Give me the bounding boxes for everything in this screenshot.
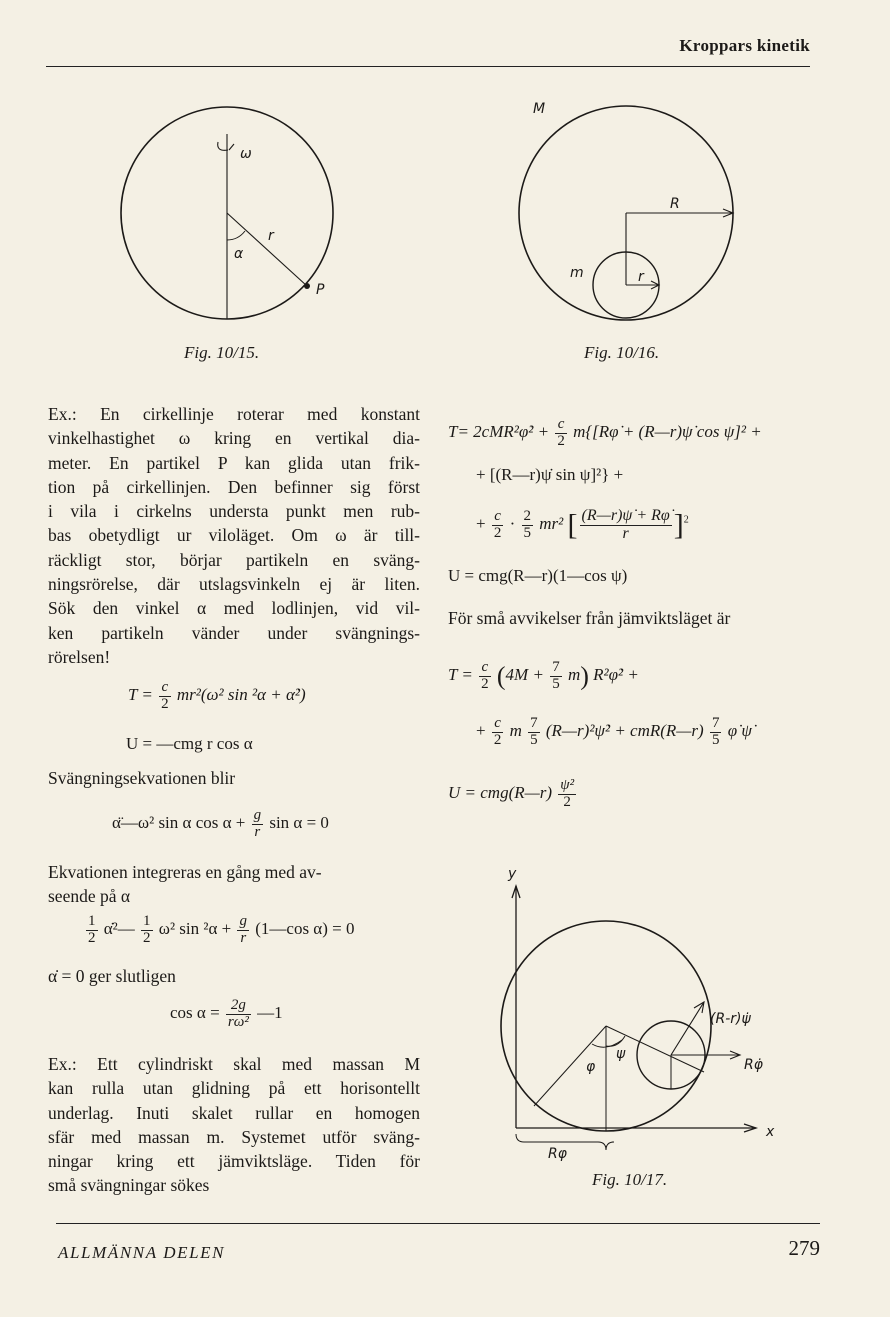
- eq-T-line-1: T= 2cMR²φ̇² + $\frac{c}{2}$ m{[Rφ̇ + (R—r)ψ̇ cos ψ]² +: [448, 416, 762, 449]
- mass-M-label: M: [533, 101, 546, 117]
- page-number: 279: [788, 1236, 820, 1260]
- eq-T-small-2: + $\frac{c}{2}$ m $\frac{7}{5}$ (R—r)²ψ̇² + cmR(R—r) $\frac{7}{5}$ φ̇ ψ̇: [476, 715, 752, 748]
- integr-line-1: Ekvationen integreras en gång med av-: [48, 862, 322, 882]
- footer-section: ALLMÄNNA DELEN: [58, 1243, 226, 1262]
- svang-label: Svängningsekvationen blir: [48, 768, 236, 788]
- ex1-line-2: vinkelhastighet ω kring en vertikal dia-: [48, 428, 420, 449]
- translation-velocity-label: Rφ̇: [744, 1057, 763, 1073]
- radius-label: r: [268, 228, 274, 244]
- ex2-line-4: sfär med massan m. Systemet utför sväng-: [48, 1126, 420, 1147]
- ger-line: α̇ = 0 ger slutligen: [48, 966, 176, 986]
- ex2-line-5: ningar kring ett jämviktsläge. Tiden för: [48, 1151, 420, 1172]
- eq-potential-energy: U = —cmg r cos α: [126, 734, 253, 753]
- eq-T-small-1: T = $\frac{c}{2}$ (4M + $\frac{7}{5}$ m) R²φ̇² +: [448, 659, 639, 692]
- rolling-distance-label: Rφ: [548, 1146, 567, 1162]
- header-rule: [46, 66, 810, 67]
- y-axis-label: y: [508, 866, 517, 882]
- ex2-line-3: underlag. Inuti skalet rullar en homogen: [48, 1102, 420, 1123]
- psi-label: ψ: [616, 1046, 626, 1062]
- big-radius-label: R: [670, 196, 680, 212]
- ex1-line-6: bas obetydligt ur viloläget. Om ω är till-: [48, 525, 420, 546]
- phi-label: φ: [586, 1059, 596, 1075]
- eq-T-line-2: + [(R—r)ψ̇ sin ψ]²} +: [476, 465, 624, 484]
- ex1-line-8: ningsrörelse, där utslagsvinkeln ej är liten.: [48, 574, 420, 595]
- ex1-line-11: rörelsen!: [48, 646, 111, 667]
- figure-10-17: [488, 858, 798, 1168]
- point-p-label: P: [316, 282, 325, 298]
- ex1-line-10: ken partikeln vänder under svängnings-: [48, 622, 420, 643]
- eq-U-line-1: U = cmg(R—r)(1—cos ψ): [448, 566, 628, 585]
- eq-cos-alpha: cos α = $\frac{2g}{\text{rω²}}$ —1: [170, 997, 283, 1030]
- ex1-line-3: meter. En partikel P kan glida utan frik-: [48, 452, 420, 473]
- fig-10-15-caption: Fig. 10/15.: [184, 343, 260, 362]
- ex1-line-7: räckligt stor, börjar partikeln en sväng-: [48, 549, 420, 570]
- integr-line-2: seende på α: [48, 886, 131, 906]
- fig-10-17-caption: Fig. 10/17.: [592, 1170, 668, 1189]
- fig-10-16-caption: Fig. 10/16.: [584, 343, 660, 362]
- eq-kinetic-energy: T = $\frac{c}{2}$ mr²(ω² sin ²α + α̇²): [128, 679, 306, 712]
- figure-10-15: [110, 100, 350, 340]
- figure-10-16: [505, 95, 745, 335]
- eq-oscillation: α̈—ω² sin α cos α + $\frac{g}{r}$ sin α = 0: [112, 807, 329, 840]
- ex1-line-1: Ex.: En cirkellinje roterar med konstant: [48, 404, 420, 424]
- alpha-label: α: [234, 246, 244, 262]
- omega-label: ω: [240, 146, 252, 162]
- x-axis-label: x: [766, 1124, 775, 1140]
- mass-m-label: m: [570, 265, 584, 281]
- left-column-example-1: [48, 402, 420, 669]
- ex1-line-4: tion på cirkellinjen. Den befinner sig först: [48, 476, 420, 497]
- eq-integrated: $\frac{1}{2}$ α̇²— $\frac{1}{2}$ ω² sin ²α + $\frac{g}{r}$ (1—cos α) = 0: [88, 913, 355, 946]
- ex1-line-9: Sök den vinkel α med lodlinjen, vid vil-: [48, 598, 420, 619]
- ex2-line-1: Ex.: Ett cylindriskt skal med massan M: [48, 1054, 421, 1074]
- ex2-line-2: kan rulla utan glidning på ett horisontellt: [48, 1078, 420, 1099]
- eq-U-small: U = cmg(R—r) $\frac{\text{ψ²}}{2}$: [448, 777, 575, 810]
- left-column-example-2: [48, 1052, 420, 1198]
- small-radius-label: r: [638, 269, 644, 285]
- ex1-line-5: i vila i cirkelns understa punkt men rub-: [48, 501, 420, 522]
- eq-T-line-3: + $\frac{c}{2}$ · $\frac{2}{5}$ mr² [ $\frac{(R—r)\psi̇ + R\varphi̇}{r}$ ]$^2$: [476, 507, 689, 542]
- running-header: Kroppars kinetik: [679, 36, 810, 55]
- relative-velocity-label: (R-r)ψ̇: [710, 1011, 751, 1027]
- small-deviation-line: För små avvikelser från jämviktsläget är: [448, 608, 731, 628]
- ex2-line-6: små svängningar sökes: [48, 1175, 210, 1196]
- footer-rule: [56, 1223, 820, 1224]
